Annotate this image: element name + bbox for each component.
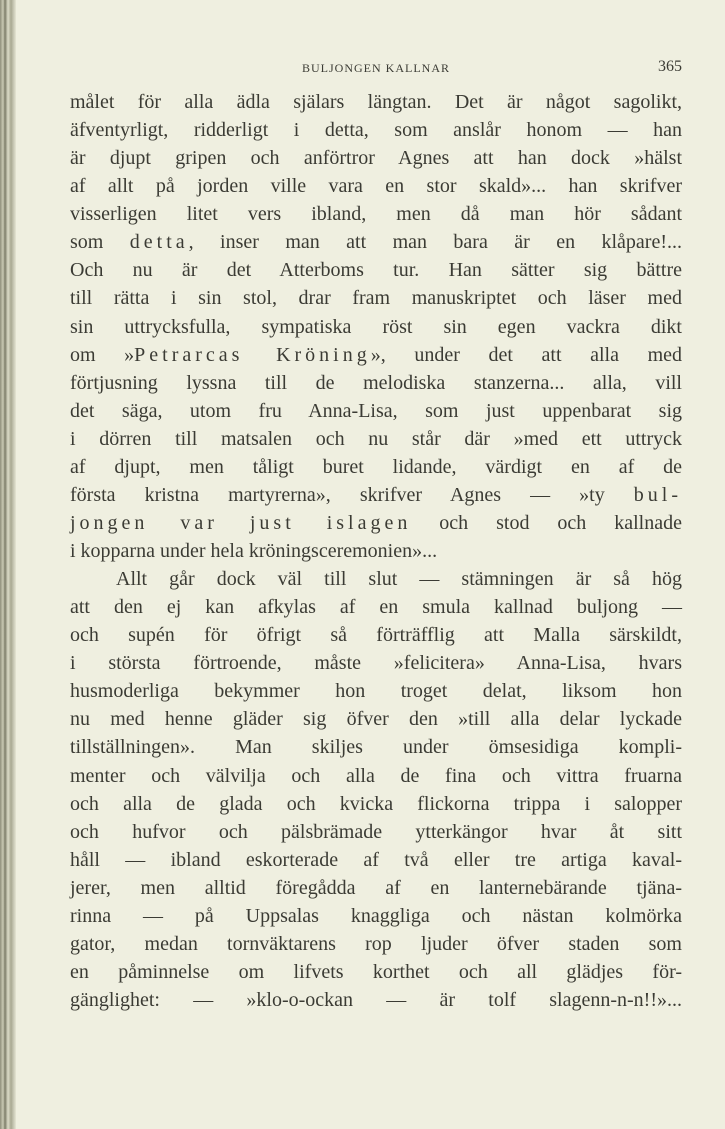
text-segment: , inser man att man bara är en klåpare!... bbox=[188, 231, 683, 254]
text-line bbox=[70, 256, 682, 284]
text-line bbox=[70, 453, 682, 481]
text-line bbox=[70, 818, 682, 846]
text-line bbox=[70, 144, 682, 172]
text-segment: är djupt gripen och anförtror Agnes att han dock »hälst bbox=[70, 147, 682, 170]
text-line bbox=[70, 649, 682, 677]
text-line bbox=[70, 509, 682, 537]
text-segment: tillställningen». Man skiljes under ömsesidiga kompli- bbox=[70, 736, 682, 759]
text-segment: gänglighet: — »klo-o-ockan — är tolf slagenn-n-n!!»... bbox=[70, 989, 682, 1011]
text-segment: menter och välvilja och alla de fina och vittra fruarna bbox=[70, 764, 682, 787]
text-segment: att den ej kan afkylas af en smula kallnad buljong — bbox=[70, 596, 682, 619]
text-line bbox=[70, 593, 682, 621]
text-segment: Och nu är det Atterboms tur. Han sätter sig bättre bbox=[70, 259, 682, 282]
text-segment: och hufvor och pälsbrämade ytterkängor hvar åt sitt bbox=[70, 820, 682, 843]
text-segment: jerer, men alltid föregådda af en lanternebärande tjäna- bbox=[70, 876, 682, 899]
text-line bbox=[70, 537, 682, 565]
text-segment: i största förtroende, måste »felicitera» Anna-Lisa, hvars bbox=[70, 652, 682, 675]
text-segment: det säga, utom fru Anna-Lisa, som just uppenbarat sig bbox=[70, 399, 682, 422]
text-segment: visserligen litet vers ibland, men då man hör sådant bbox=[70, 203, 682, 226]
text-line bbox=[70, 733, 682, 761]
text-segment: håll — ibland eskorterade af två eller tre artiga kaval- bbox=[70, 848, 682, 871]
emphasized-text: jongen var just islagen bbox=[70, 511, 412, 534]
text-segment: i kopparna under hela kröningsceremonien»... bbox=[70, 540, 438, 562]
text-segment: rinna — på Uppsalas knaggliga och nästan kolmörka bbox=[70, 904, 682, 927]
text-line bbox=[70, 705, 682, 733]
text-line bbox=[70, 397, 682, 425]
text-segment: i dörren till matsalen och nu står där »med ett uttryck bbox=[70, 427, 682, 450]
text-segment: om » bbox=[70, 343, 135, 366]
text-line bbox=[70, 762, 682, 790]
text-line bbox=[70, 677, 682, 705]
text-segment: och supén för öfrigt så förträfflig att Malla särskildt, bbox=[70, 624, 682, 647]
text-segment: husmoderliga bekymmer hon troget delat, liksom hon bbox=[70, 680, 682, 703]
text-line bbox=[70, 200, 682, 228]
text-line bbox=[70, 172, 682, 200]
running-header bbox=[70, 58, 682, 80]
text-segment: till rätta i sin stol, drar fram manuskriptet och läser med bbox=[70, 287, 682, 310]
text-line bbox=[70, 874, 682, 902]
text-line bbox=[70, 341, 682, 369]
emphasized-text: Petrarcas Kröning bbox=[134, 343, 371, 366]
text-line bbox=[70, 846, 682, 874]
book-binding-edge bbox=[0, 0, 16, 1129]
text-segment: en påminnelse om lifvets korthet och all glädjes för- bbox=[70, 960, 682, 983]
text-segment: sin uttrycksfulla, sympatiska röst sin egen vackra dikt bbox=[70, 315, 682, 338]
chapter-title: BULJONGEN KALLNAR bbox=[302, 61, 450, 75]
text-line bbox=[70, 313, 682, 341]
text-line bbox=[70, 902, 682, 930]
text-line bbox=[70, 116, 682, 144]
text-line bbox=[70, 790, 682, 818]
text-line bbox=[70, 565, 682, 593]
page-number: 365 bbox=[658, 58, 682, 75]
text-line bbox=[70, 621, 682, 649]
text-line bbox=[70, 284, 682, 312]
text-line bbox=[70, 930, 682, 958]
text-line bbox=[70, 228, 682, 256]
text-segment: som bbox=[70, 231, 130, 254]
text-segment: gator, medan tornväktarens rop ljuder öfver staden som bbox=[70, 932, 682, 955]
text-segment: af allt på jorden ville vara en stor skald»... han skrifver bbox=[70, 175, 682, 198]
text-segment: och alla de glada och kvicka flickorna trippa i salopper bbox=[70, 792, 682, 815]
body-text bbox=[70, 88, 682, 1014]
text-line bbox=[70, 986, 682, 1014]
text-segment: », under det att alla med bbox=[370, 343, 683, 366]
text-segment: och stod och kallnade bbox=[411, 511, 682, 534]
text-segment: förtjusning lyssna till de melodiska stanzerna... alla, vill bbox=[70, 371, 682, 394]
emphasized-text: bul- bbox=[633, 483, 682, 506]
text-segment: af djupt, men tåligt buret lidande, värdigt en af de bbox=[70, 455, 682, 478]
text-line bbox=[70, 369, 682, 397]
text-segment: äfventyrligt, ridderligt i detta, som anslår honom — han bbox=[70, 119, 682, 142]
text-segment: målet för alla ädla själars längtan. Det är något sagolikt, bbox=[70, 91, 682, 113]
text-line bbox=[70, 88, 682, 116]
text-segment: första kristna martyrerna», skrifver Agnes — »ty bbox=[70, 483, 634, 506]
text-segment: Allt går dock väl till slut — stämningen är så hög bbox=[116, 568, 682, 591]
text-line bbox=[70, 425, 682, 453]
text-line bbox=[70, 958, 682, 986]
text-line bbox=[70, 481, 682, 509]
text-segment: nu med henne gläder sig öfver den »till alla delar lyckade bbox=[70, 708, 682, 731]
emphasized-text: detta bbox=[129, 231, 189, 254]
